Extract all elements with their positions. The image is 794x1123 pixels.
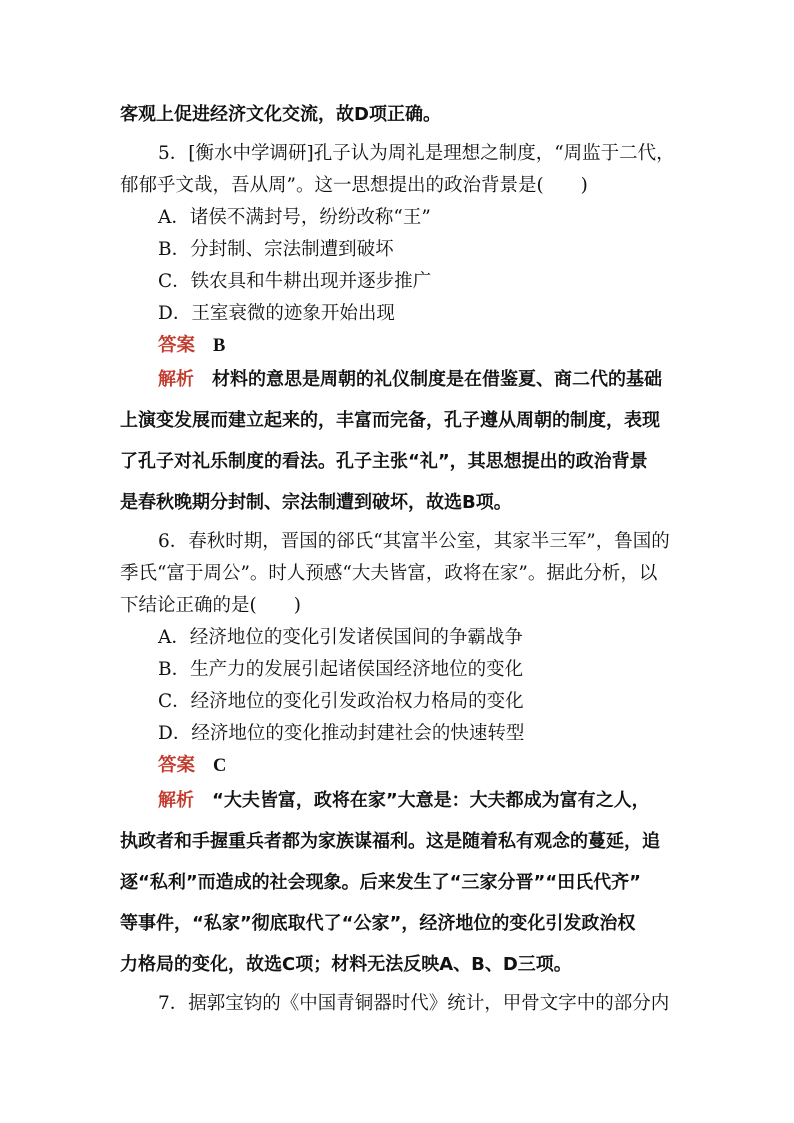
q5-stem-line-2: 郁郁乎文哉，吾从周”。这一思想提出的政治背景是( ) bbox=[120, 175, 588, 196]
q6-stem-line-3: 下结论正确的是( ) bbox=[120, 595, 301, 616]
q6-answer-label: 答案 bbox=[158, 755, 196, 776]
q5-analysis-line-4: 是春秋晚期分封制、宗法制遭到破坏，故选B项。 bbox=[120, 492, 512, 513]
q5-stem-line-1: 5．[衡水中学调研]孔子认为周礼是理想之制度，“周监于二代， bbox=[158, 143, 675, 164]
q4-analysis-tail: 客观上促进经济文化交流，故D项正确。 bbox=[120, 104, 441, 125]
q6-stem-line-1: 6．春秋时期，晋国的郤氏“其富半公室，其家半三军”，鲁国的 bbox=[158, 531, 670, 552]
q5-option-c: C．铁农具和牛耕出现并逐步推广 bbox=[158, 271, 432, 292]
q5-option-d: D．王室衰微的迹象开始出现 bbox=[158, 303, 395, 324]
q6-analysis-line-1 bbox=[158, 789, 650, 813]
q6-option-c: C．经济地位的变化引发政治权力格局的变化 bbox=[158, 691, 524, 712]
q6-answer bbox=[158, 754, 226, 778]
q6-analysis-text-1: “大夫皆富，政将在家”大意是：大夫都成为富有之人， bbox=[212, 790, 650, 811]
q6-analysis-line-3: 逐“私利”而造成的社会现象。后来发生了“三家分晋”“田氏代齐” bbox=[120, 872, 641, 893]
q5-option-a: A．诸侯不满封号，纷纷改称“王” bbox=[158, 207, 431, 228]
q6-option-b: B．生产力的发展引起诸侯国经济地位的变化 bbox=[158, 659, 524, 680]
q6-option-d: D．经济地位的变化推动封建社会的快速转型 bbox=[158, 723, 525, 744]
q6-analysis-line-5: 力格局的变化，故选C项；材料无法反映A、B、D三项。 bbox=[120, 954, 572, 975]
q5-analysis-line-3: 了孔子对礼乐制度的看法。孔子主张“礼”，其思想提出的政治背景 bbox=[120, 451, 648, 472]
q5-analysis-text-1: 材料的意思是周朝的礼仪制度是在借鉴夏、商二代的基础 bbox=[212, 369, 662, 390]
q6-stem-line-2: 季氏“富于周公”。时人预感“大夫皆富，政将在家”。据此分析，以 bbox=[120, 563, 658, 584]
q6-analysis-line-2: 执政者和手握重兵者都为家族谋福利。这是随着私有观念的蔓延，追 bbox=[120, 831, 660, 852]
q5-answer-label: 答案 bbox=[158, 335, 196, 356]
q5-answer bbox=[158, 334, 225, 358]
q7-stem-line-1: 7．据郭宝钧的《中国青铜器时代》统计，甲骨文字中的部分内 bbox=[158, 993, 670, 1014]
q6-option-a: A．经济地位的变化引发诸侯国间的争霸战争 bbox=[158, 627, 523, 648]
q5-analysis-label: 解析 bbox=[158, 369, 194, 390]
q5-answer-value: B bbox=[213, 336, 226, 356]
q6-analysis-line-4: 等事件，“私家”彻底取代了“公家”，经济地位的变化引发政治权 bbox=[120, 913, 636, 934]
q5-analysis-line-2: 上演变发展而建立起来的，丰富而完备，孔子遵从周朝的制度，表现 bbox=[120, 410, 660, 431]
q6-analysis-label: 解析 bbox=[158, 790, 194, 811]
q5-option-b: B．分封制、宗法制遭到破坏 bbox=[158, 239, 394, 260]
q5-analysis-line-1 bbox=[158, 368, 662, 392]
q6-answer-value: C bbox=[213, 756, 227, 776]
